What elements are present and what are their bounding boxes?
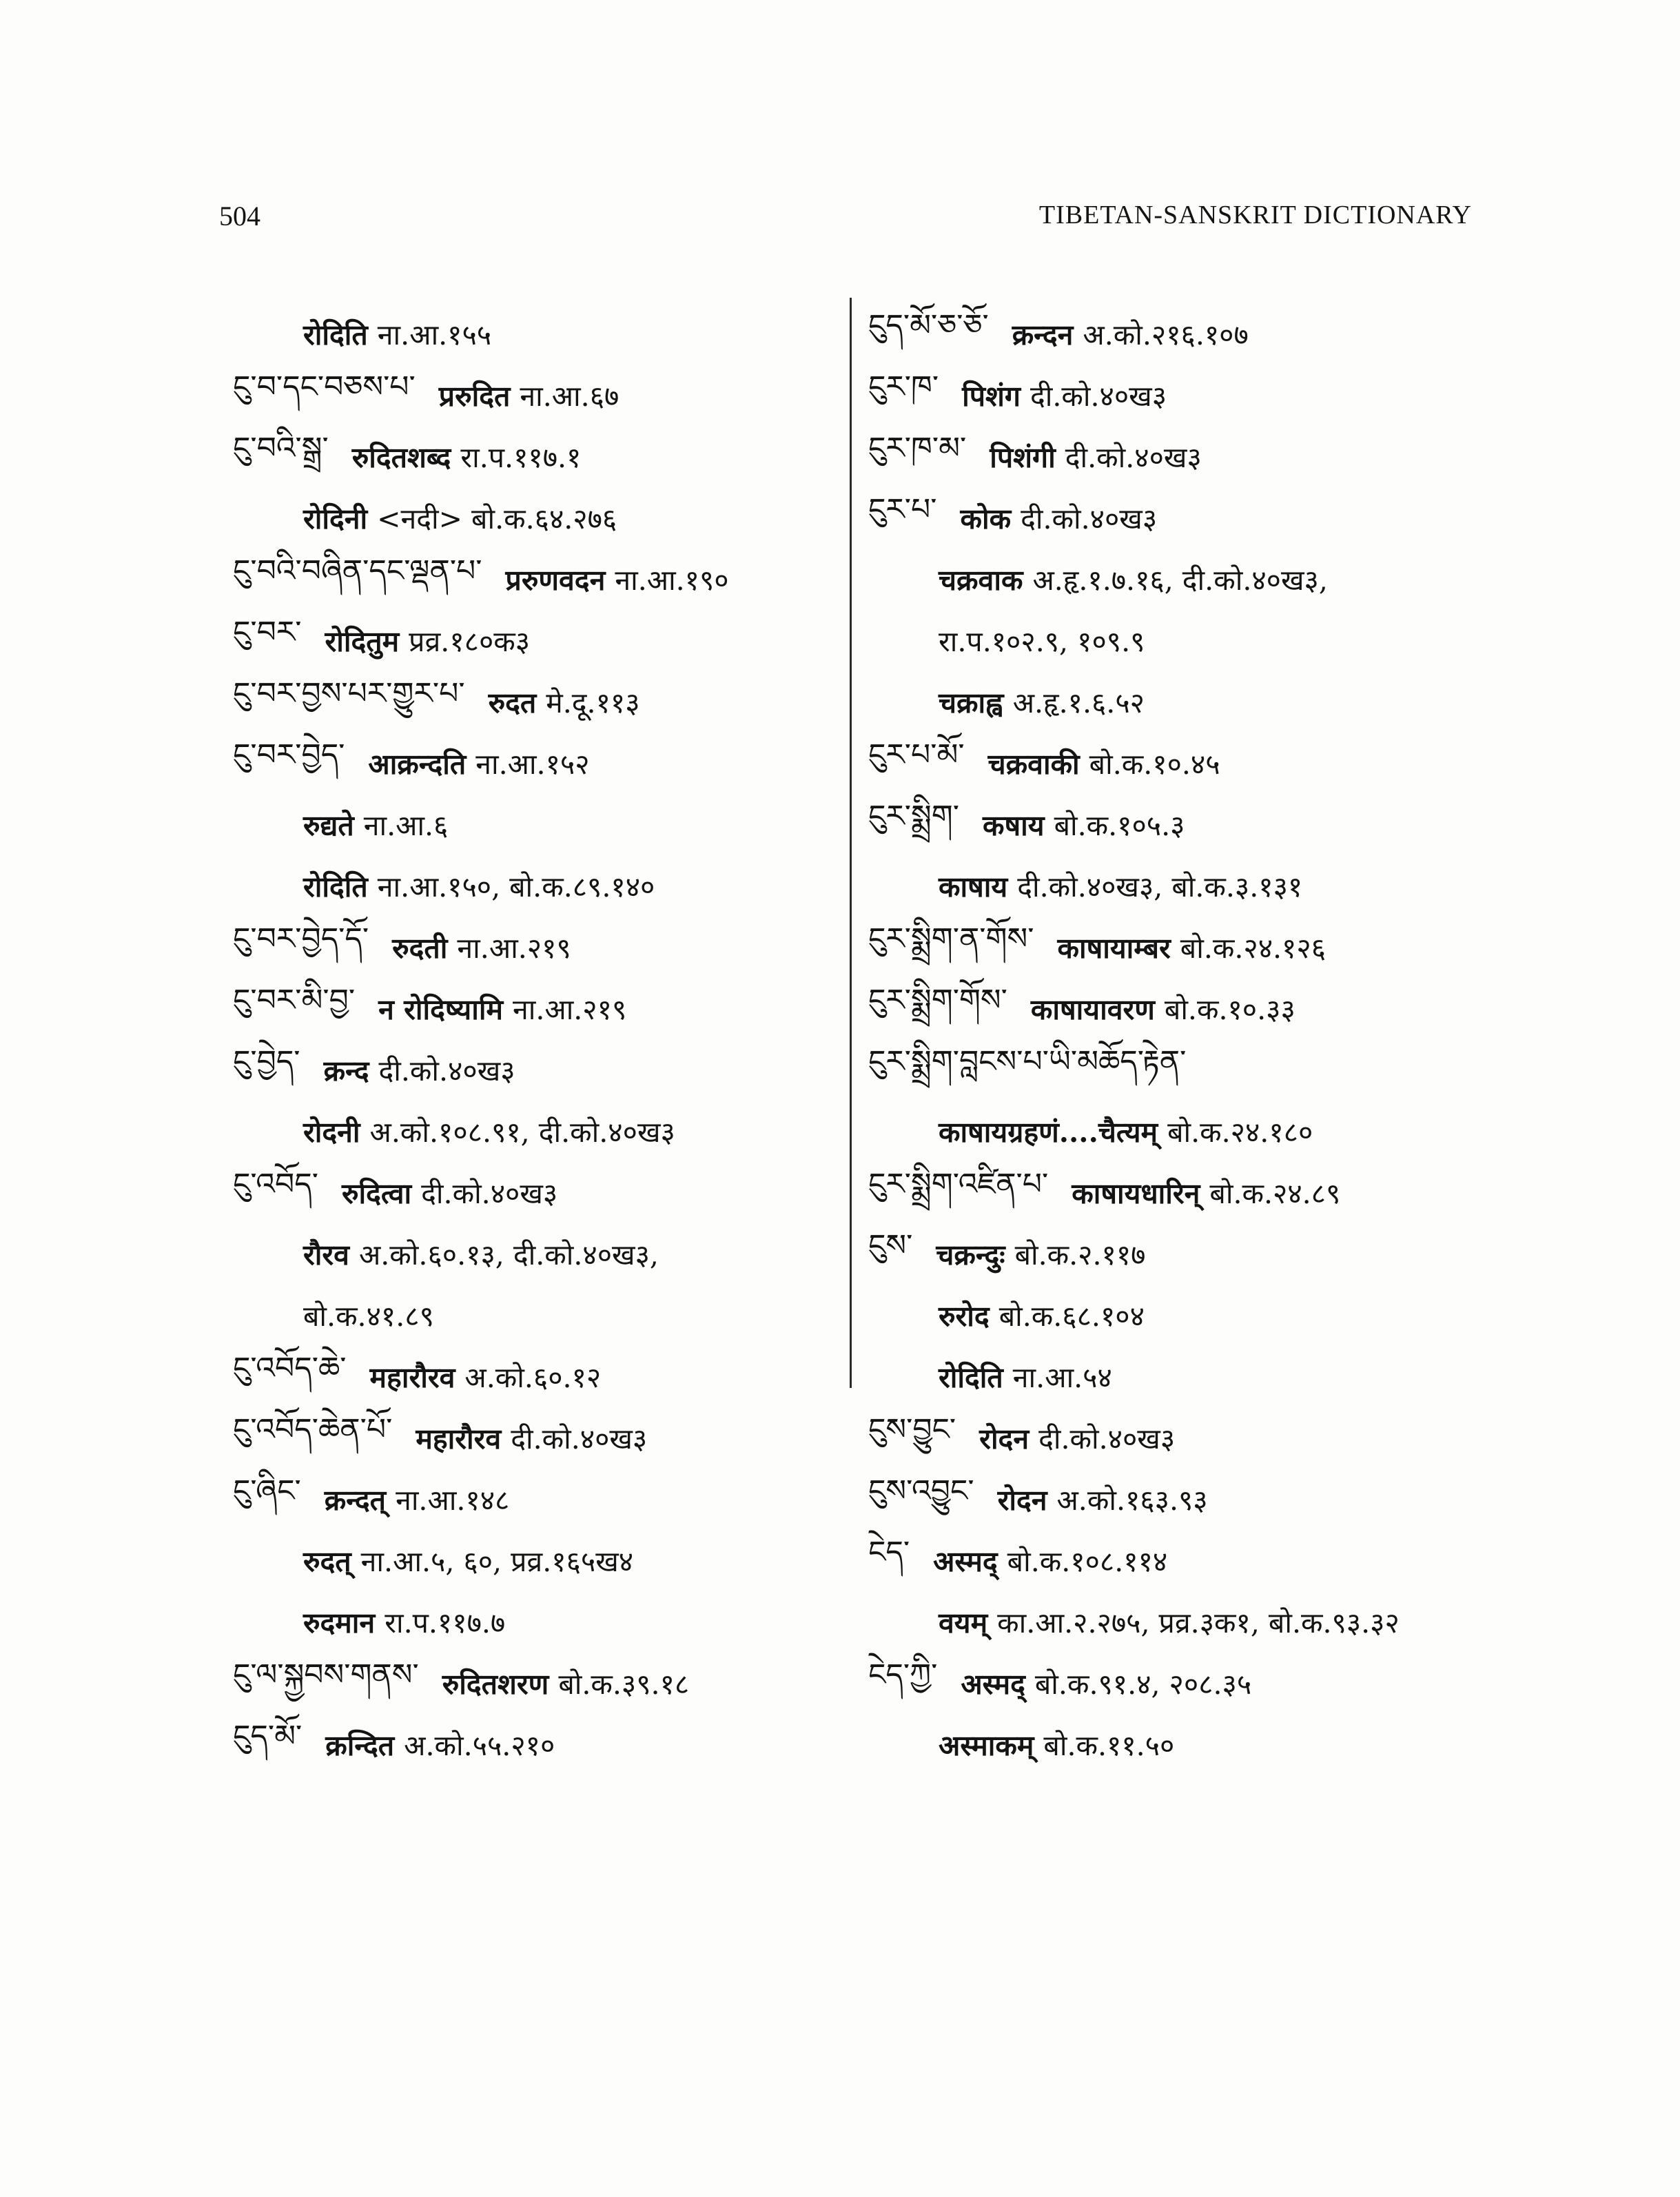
sanskrit-equivalent: रुदित्वा <box>341 1176 412 1210</box>
dictionary-entry <box>868 426 1475 487</box>
source-reference: ना.आ.२१९ <box>457 931 571 965</box>
source-reference: ना.आ.१५२ <box>475 747 590 781</box>
dictionary-entry <box>233 978 839 1039</box>
tibetan-headword: ངུད་མོ་ <box>233 1718 303 1754</box>
source-reference: अ.हृ.१.६.५२ <box>1012 686 1145 719</box>
right-column <box>868 303 1475 1775</box>
sanskrit-equivalent: रुदत <box>488 686 537 719</box>
tibetan-headword: ངུད་མོ་ཅ་ཅོ་ <box>868 307 989 343</box>
sanskrit-equivalent: रोदितुम <box>325 624 400 658</box>
sanskrit-equivalent: अस्मद् <box>933 1544 998 1578</box>
source-reference: बो.क.१०.४५ <box>1089 747 1220 781</box>
dictionary-entry <box>868 733 1475 794</box>
sanskrit-equivalent: वयम् <box>939 1606 988 1639</box>
sanskrit-equivalent: प्ररुदित <box>438 379 511 413</box>
tibetan-headword: ངུས་བྱུང་ <box>868 1411 956 1447</box>
dictionary-subentry <box>868 1591 1475 1653</box>
tibetan-headword: ངུས་འབྱུང་ <box>868 1473 974 1509</box>
source-reference: बो.क.१०८.११४ <box>1007 1544 1168 1578</box>
sanskrit-equivalent: काषाय <box>939 870 1008 903</box>
tibetan-headword: ངུས་ <box>868 1227 913 1263</box>
sanskrit-equivalent: रोदनी <box>303 1115 360 1149</box>
tibetan-headword: ངུར་ཁ་ <box>868 369 939 405</box>
sanskrit-equivalent: काषायधारिन् <box>1072 1176 1200 1210</box>
dictionary-entry <box>233 1653 839 1714</box>
source-reference: ना.आ.१४८ <box>396 1483 510 1517</box>
dictionary-entry <box>868 303 1475 365</box>
sanskrit-equivalent: रौरव <box>303 1238 349 1271</box>
sanskrit-equivalent: रुदती <box>392 931 448 965</box>
tibetan-headword: ངུ་བར་བྱས་པར་གྱུར་པ་ <box>233 675 465 711</box>
dictionary-subentry <box>233 1223 839 1285</box>
dictionary-entry <box>868 1039 1475 1101</box>
source-reference: रा.प.११७.७ <box>385 1606 506 1639</box>
sanskrit-equivalent: काषायावरण <box>1030 992 1155 1026</box>
sanskrit-equivalent: रोदिति <box>303 870 368 903</box>
tibetan-headword: ངུར་སྨྲིག་འཛིན་པ་ <box>868 1166 1049 1202</box>
source-reference: बो.क.११.५० <box>1043 1728 1175 1762</box>
dictionary-subentry <box>868 1714 1475 1775</box>
source-reference: बो.क.४१.८९ <box>303 1299 434 1333</box>
source-reference: दी.को.४०ख३ <box>1038 1422 1176 1455</box>
sanskrit-equivalent: क्रन्दत् <box>324 1483 387 1517</box>
sanskrit-equivalent: महारौरव <box>369 1360 455 1394</box>
sanskrit-equivalent: प्ररुणवदन <box>505 563 606 597</box>
source-reference: बो.क.१०५.३ <box>1054 808 1185 842</box>
source-reference: अ.को.६०.१२ <box>464 1360 602 1394</box>
tibetan-headword: ངུ་བར་མི་བྱ་ <box>233 982 356 1018</box>
dictionary-subentry <box>868 610 1475 671</box>
dictionary-entry <box>868 1162 1475 1223</box>
sanskrit-equivalent: रोदिनी <box>303 502 368 535</box>
source-reference: बो.क.३९.१८ <box>558 1667 690 1701</box>
sanskrit-equivalent: कोक <box>960 502 1012 535</box>
source-reference: बो.क.२४.१८० <box>1167 1115 1313 1149</box>
source-reference: का.आ.२.२७५, प्रव्र.३क१, बो.क.९३.३२ <box>997 1606 1400 1639</box>
tibetan-headword: ངུར་ཁ་མ་ <box>868 430 967 466</box>
tibetan-headword: ངུར་སྨྲིག་གོས་ <box>868 982 1007 1018</box>
sanskrit-equivalent: क्रन्दित <box>325 1728 395 1762</box>
sanskrit-equivalent: रुदितशब्द <box>351 440 451 474</box>
tibetan-headword: ངེད་ <box>868 1534 910 1570</box>
source-reference: बो.क.२४.१२६ <box>1180 931 1326 965</box>
sanskrit-equivalent: क्रन्दन <box>1012 318 1074 351</box>
sanskrit-equivalent: काषायग्रहणं....चैत्यम् <box>939 1115 1158 1149</box>
dictionary-entry <box>233 1407 839 1469</box>
tibetan-headword: ངུར་སྨྲིག་བླངས་པ་ཡི་མཆོད་རྟེན་ <box>868 1043 1187 1079</box>
tibetan-headword: ངུ་འབོད་ཆེ་ <box>233 1350 347 1386</box>
dictionary-subentry <box>233 1101 839 1162</box>
dictionary-entry <box>233 1162 839 1223</box>
sanskrit-equivalent: रुदत् <box>303 1544 351 1578</box>
tibetan-headword: ངེད་ཀྱི་ <box>868 1657 938 1693</box>
tibetan-headword: ངུར་སྨྲིག་ <box>868 798 959 834</box>
sanskrit-equivalent: रोदिति <box>939 1360 1003 1394</box>
source-reference: ना.आ.२१९ <box>512 992 627 1026</box>
source-reference: बो.क.१०.३३ <box>1164 992 1295 1026</box>
sanskrit-equivalent: चक्रन्दुः <box>936 1238 1005 1271</box>
sanskrit-equivalent: न रोदिष्यामि <box>378 992 503 1026</box>
source-reference: बो.क.२.११७ <box>1014 1238 1146 1271</box>
tibetan-headword: ངུ་བྱེད་ <box>233 1043 300 1079</box>
tibetan-headword: ངུ་བའི་སྒྲ་ <box>233 430 329 466</box>
source-reference: प्रव्र.१८०क३ <box>409 624 531 658</box>
sanskrit-equivalent: रोदन <box>997 1483 1047 1517</box>
dictionary-subentry <box>868 549 1475 610</box>
source-reference: मे.दू.११३ <box>546 686 640 719</box>
sanskrit-equivalent: चक्रवाक <box>939 563 1023 597</box>
tibetan-headword: ངུ་བའི་བཞིན་དང་ལྡན་པ་ <box>233 553 482 589</box>
tibetan-headword: ངུ་ལ་སྐྱབས་གནས་ <box>233 1657 419 1693</box>
tibetan-headword: ངུར་པ་ <box>868 491 937 527</box>
tibetan-headword: ངུ་འབོད་ <box>233 1166 318 1202</box>
tibetan-headword: ངུར་པ་མོ་ <box>868 737 965 773</box>
sanskrit-equivalent: आक्रन्दति <box>368 747 467 781</box>
source-reference: अ.हृ.१.७.१६, दी.को.४०ख३, <box>1032 563 1328 597</box>
source-reference: दी.को.४०ख३ <box>421 1176 558 1210</box>
source-reference: रा.प.१०२.९, १०९.९ <box>939 624 1145 658</box>
sanskrit-equivalent: रुदितशरण <box>442 1667 549 1701</box>
column-divider <box>850 298 852 1388</box>
sanskrit-equivalent: रोदन <box>979 1422 1029 1455</box>
dictionary-subentry <box>233 1530 839 1591</box>
tibetan-headword: ངུ་བར་བྱེད་ <box>233 737 345 773</box>
source-reference: अ.को.६०.१३, दी.को.४०ख३, <box>358 1238 659 1271</box>
dictionary-subentry <box>868 1285 1475 1346</box>
source-reference: अ.को.२१६.१०७ <box>1083 318 1249 351</box>
source-reference: दी.को.४०ख३ <box>1021 502 1158 535</box>
running-head: TIBETAN-SANSKRIT DICTIONARY <box>1038 201 1472 229</box>
tibetan-headword: ངུར་སྨྲིག་ན་གོས་ <box>868 921 1034 957</box>
sanskrit-equivalent: अस्माकम् <box>939 1728 1034 1762</box>
sanskrit-equivalent: पिशंग <box>962 379 1021 413</box>
source-reference: अ.को.१०८.९१, दी.को.४०ख३ <box>369 1115 675 1149</box>
tibetan-headword: ངུ་བར་ <box>233 614 302 650</box>
source-reference: अ.को.१६३.९३ <box>1056 1483 1208 1517</box>
source-reference: ना.आ.१५५ <box>377 318 492 351</box>
sanskrit-equivalent: रुदमान <box>303 1606 376 1639</box>
source-reference: दी.को.४०ख३ <box>1065 440 1202 474</box>
sanskrit-equivalent: क्रन्द <box>323 1054 369 1087</box>
page-number: 504 <box>219 201 260 232</box>
sanskrit-equivalent: काषायाम्बर <box>1057 931 1171 965</box>
source-reference: ना.आ.१५०, बो.क.८९.१४० <box>377 870 655 903</box>
source-reference: बो.क.९१.४, २०८.३५ <box>1034 1667 1252 1701</box>
sanskrit-equivalent: अस्मद् <box>961 1667 1025 1701</box>
sanskrit-equivalent: चक्रवाकी <box>987 747 1080 781</box>
tibetan-headword: ངུ་བར་བྱེད་དོ་ <box>233 921 369 957</box>
sanskrit-equivalent: पिशंगी <box>990 440 1056 474</box>
tibetan-headword: ངུ་འབོད་ཆེན་པོ་ <box>233 1411 393 1447</box>
sanskrit-equivalent: महारौरव <box>416 1422 502 1455</box>
sanskrit-equivalent: चक्राह्व <box>939 686 1003 719</box>
source-reference: ना.आ.६ <box>363 808 449 842</box>
sanskrit-equivalent: रुद्यते <box>303 808 354 842</box>
source-reference: अ.को.५५.२१० <box>404 1728 555 1762</box>
sanskrit-equivalent: रुरोद <box>939 1299 990 1333</box>
dictionary-entry <box>868 1469 1475 1530</box>
tibetan-headword: ངུ་ཞིང་ <box>233 1473 301 1509</box>
left-column <box>233 303 839 1775</box>
source-reference: ना.आ.५४ <box>1012 1360 1112 1394</box>
source-reference: दी.को.४०ख३ <box>511 1422 648 1455</box>
source-reference: बो.क.२४.८९ <box>1209 1176 1341 1210</box>
sanskrit-equivalent: कषाय <box>982 808 1045 842</box>
dictionary-entry <box>868 1653 1475 1714</box>
dictionary-subentry <box>868 1346 1475 1407</box>
dictionary-entry <box>233 549 839 610</box>
dictionary-entry <box>233 733 839 794</box>
source-reference: ना.आ.१९० <box>615 563 729 597</box>
sanskrit-equivalent: रोदिति <box>303 318 368 351</box>
source-reference: <नदी> बो.क.६४.२७६ <box>377 502 617 535</box>
tibetan-headword: ངུ་བ་དང་བཅས་པ་ <box>233 369 416 405</box>
source-reference: ना.आ.६७ <box>520 379 619 413</box>
source-reference: दी.को.४०ख३, बो.क.३.१३१ <box>1017 870 1303 903</box>
dictionary-entry <box>233 426 839 487</box>
source-reference: दी.को.४०ख३ <box>1029 379 1167 413</box>
source-reference: बो.क.६८.१०४ <box>998 1299 1145 1333</box>
source-reference: ना.आ.५, ६०, प्रव्र.१६५ख४ <box>360 1544 634 1578</box>
source-reference: दी.को.४०ख३ <box>378 1054 515 1087</box>
source-reference: रा.प.११७.१ <box>460 440 582 474</box>
